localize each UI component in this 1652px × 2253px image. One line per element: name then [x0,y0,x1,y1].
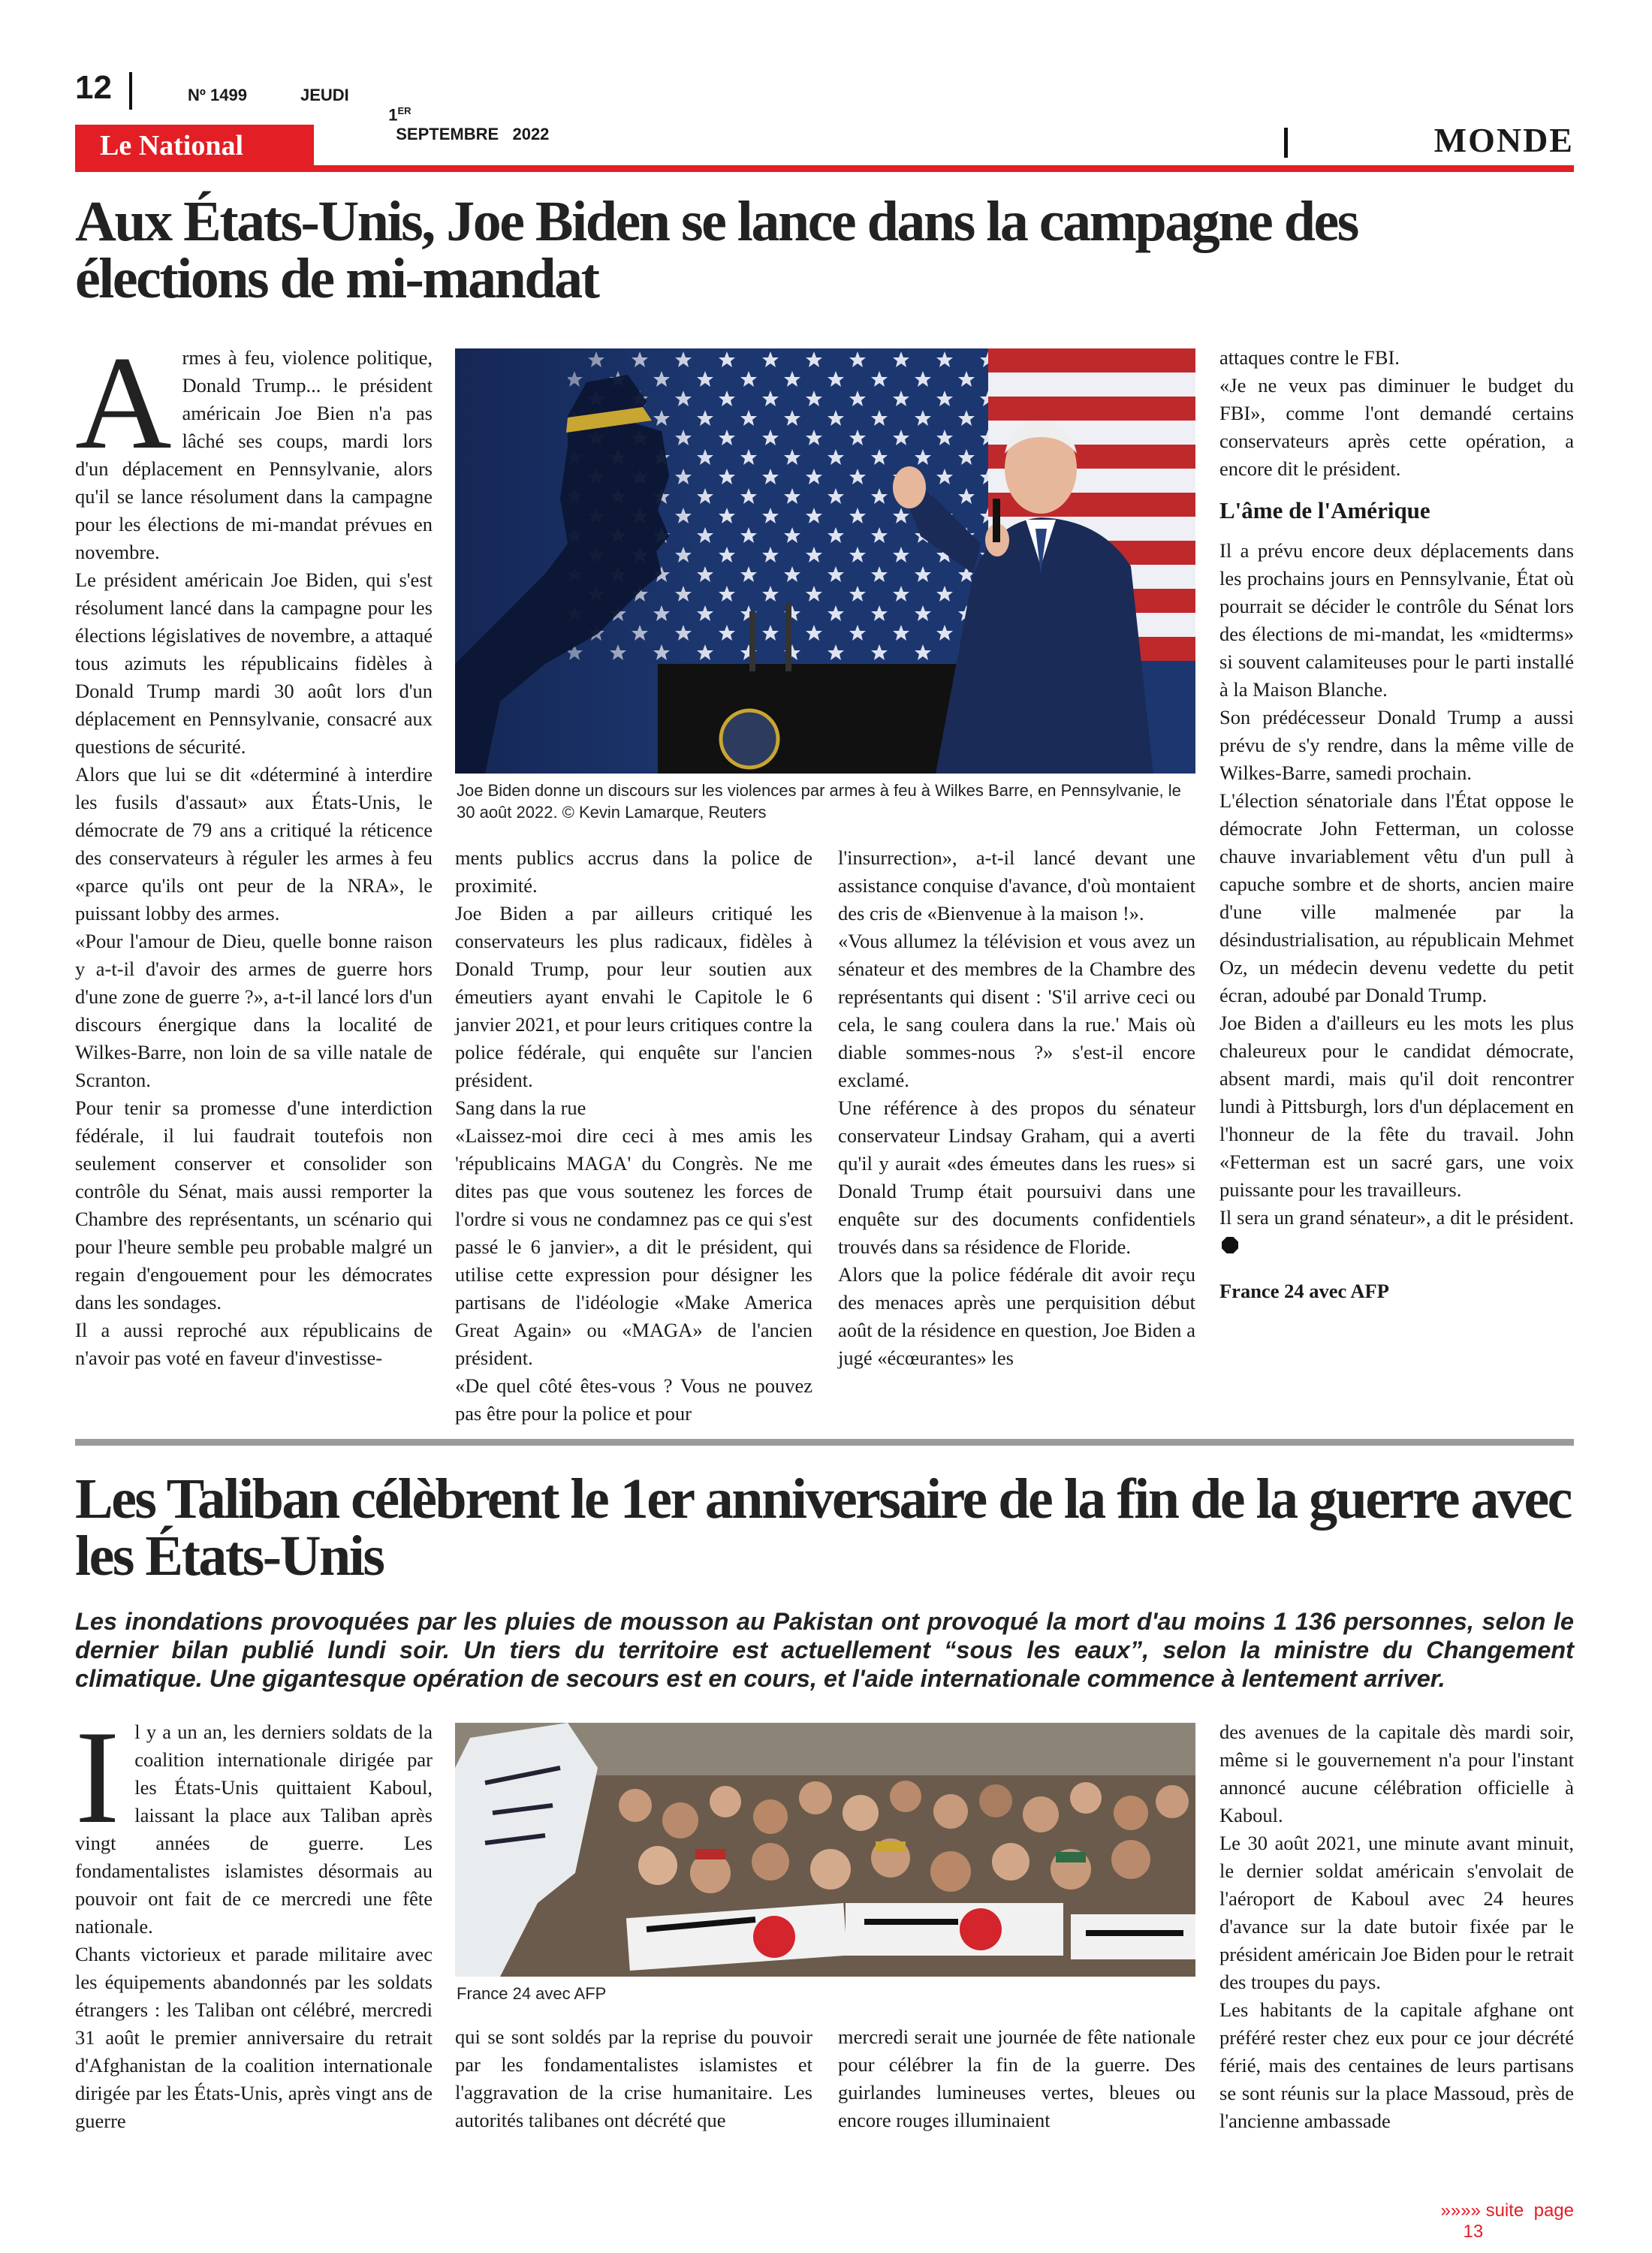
paragraph: l y a un an, les derniers soldats de la coalition internationale dirigée par les États-Unis quittaient Kaboul, laissant la place aux Taliban après vingt années de guerre. Les fondamentalistes islamistes désormais au pouvoir ont fait de ce mercredi une fête nationale. [75,1721,433,1938]
issue-day: JEUDI [300,86,349,104]
continued-on-page[interactable] [1430,2179,1574,2242]
paragraph: Alors que lui se dit «déterminé à interdire les fusils d'assaut» aux États-Unis, le démocrate de 79 ans a critiqué la réticence des conservateurs à réguler les armes à feu «parce qu'ils ont peur de la NRA», le puissant lobby des armes. [75,763,433,924]
issue-month-year: SEPTEMBRE 2022 [396,125,550,144]
biden-photo-illustration [455,348,1195,774]
paragraph: Son prédécesseur Donald Trump a aussi prévu de s'y rendre, dans la même ville de Wilkes-Barre, samedi prochain. [1219,706,1574,784]
page-number: 12 [75,69,112,106]
article2-headline: Les Taliban célèbrent le 1er anniversaire de la fin de la guerre avec les États-Unis [75,1467,1571,1588]
paragraph: l'insurrection», a-t-il lancé devant une assistance conquise d'avance, d'où montaient des cris de «Bienvenue à la maison !». [838,846,1195,924]
paragraph: Sang dans la rue [455,1096,586,1119]
biden-speech-photo [455,348,1195,774]
article1-credit: France 24 avec AFP [1219,1280,1389,1302]
page-number-separator [129,72,132,110]
article2-column-2 [455,2023,812,2163]
paragraph: Pour tenir sa promesse d'une interdiction fédérale, il lui faudrait toutefois non seulement conserver et consolider son contrôle du Sénat, mais aussi remporter la Chambre des représentants, un scénario qui pour l'heure semble peu probable malgré un regain d'engouement pour les démocrates dans les sondages. [75,1096,433,1313]
taliban-photo-illustration [455,1723,1195,1977]
continued-page-number: 13 [1463,2221,1484,2242]
paragraph: des avenues de la capitale dès mardi soir, même si le gouvernement n'a pour l'instant annoncé aucune célébration officielle à Kaboul. [1219,1721,1574,1826]
paragraph: Le président américain Joe Biden, qui s'est résolument lancé dans la campagne pour les élections législatives de novembre, a attaqué tous azimuts les républicains fidèles à Donald Trump mardi 30 août lors d'un déplacement en Pennsylvanie, consacré aux questions de sécurité. [75,569,433,758]
header-rule [75,165,1574,172]
paragraph: «De quel côté êtes-vous ? Vous ne pouvez pas être pour la police et pour [455,1374,812,1425]
section-title: MONDE [1433,121,1574,159]
publication-name: Le National [100,130,244,161]
biden-photo-caption: Joe Biden donne un discours sur les violences par armes à feu à Wilkes Barre, en Pennsylvanie, le 30 août 2022. © Kevin Lamarque, Reuters [457,781,1181,822]
issue-date-suffix: ER [397,105,411,116]
paragraph: Chants victorieux et parade militaire avec les équipements abandonnés par les soldats étrangers : les Taliban ont célébré, mercredi 31 août le premier anniversaire du retrait d'Afghanistan de la coalition internationale dirigée par les États-Unis, après vingt ans de guerre [75,1943,433,2132]
article1-column-3 [838,844,1195,1403]
article2-column-4 [1219,1718,1574,2163]
paragraph: Il a aussi reproché aux républicains de n'avoir pas voté en faveur d'investisse- [75,1319,433,1369]
article2-standfirst: Les inondations provoquées par les pluies de mousson au Pakistan ont provoqué la mort d'au moins 1 136 personnes, selon le dernier bilan publié lundi soir. Un tiers du territoire est actuellement “sous les eaux”, selon la ministre du Changement climatique. Une gigantesque opération de secours est en cours, et l'aide internationale commence à lentement arriver. [75,1608,1574,1692]
article2-dropcap: I [75,1703,120,1851]
paragraph: ments publics accrus dans la police de proximité. [455,846,812,897]
paragraph: Une référence à des propos du sénateur conservateur Lindsay Graham, qui a averti qu'il y aurait «des émeutes dans les rues» si Donald Trump était poursuivi dans une enquête sur des documents confidentiels trouvés dans sa résidence de Floride. [838,1096,1195,1258]
issue-number: Nº 1499 [188,86,247,104]
paragraph: Alors que la police fédérale dit avoir reçu des menaces après une perquisition début août de la résidence en question, Joe Biden a jugé «écœurantes» les [838,1263,1195,1369]
article1-column-4 [1219,344,1574,1403]
paragraph: L'élection sénatoriale dans l'État oppose le démocrate John Fetterman, un colosse chauve invariablement vêtu d'un pull à capuche sombre et de shorts, ancien maire d'une ville malmenée par la désindustrialisation, au républicain Mehmet Oz, un médecin devenu vedette du petit écran, adoubé par Donald Trump. [1219,789,1574,1006]
article1-column-2 [455,844,812,1425]
taliban-photo-caption: France 24 avec AFP [457,1984,607,2003]
paragraph: attaques contre le FBI. [1219,346,1400,369]
paragraph: Joe Biden a par ailleurs critiqué les conservateurs les plus radicaux, fidèles à Donald Trump, pour leur soutien aux émeutiers ayant envahi le Capitole le 6 janvier 2021, et pour leurs critiques contre la police fédérale, qui enquête sur l'ancien président. [455,902,812,1091]
paragraph: Il a prévu encore deux déplacements dans les prochains jours en Pennsylvanie, État où pourrait se décider le contrôle du Sénat lors des élections de mi-mandat, les «midterms» si souvent calamiteuses pour le parti installé à la Maison Blanche. [1219,539,1574,701]
paragraph: mercredi serait une journée de fête nationale pour célébrer la fin de la guerre. Des guirlandes lumineuses vertes, bleues ou encore rouges illuminaient [838,2025,1195,2131]
paragraph: rmes à feu, violence politique, Donald Trump... le président américain Joe Bien n'a pas lâché ses coups, mardi lors d'un déplacement en Pennsylvanie, alors qu'il se lance résolument dans la campagne pour les élections de mi-mandat prévues en novembre. [75,346,433,563]
article1-subhead: L'âme de l'Amérique [1219,497,1430,523]
article2-column-3 [838,2023,1195,2163]
paragraph: «Laissez-moi dire ceci à mes amis les 'républicains MAGA' du Congrès. Ne me dites pas que vous soutenez les forces de l'ordre si vous ne condamnez pas ce qui s'est passé le 6 janvier», a dit le président, qui utilise cette expression pour désigner les partisans de l'idéologie «Make America Great Again» ou «MAGA» de l'ancien président. [455,1124,812,1369]
paragraph: Les habitants de la capitale afghane ont préféré rester chez eux pour ce jour décrété férié, mais des centaines de leurs partisans se sont réunis sur la place Massoud, près de l'ancienne ambassade [1219,1998,1574,2132]
article2-column-1 [75,1703,433,2163]
paragraph: «Je ne veux pas diminuer le budget du FBI», comme l'ont demandé certains conservateurs après cette opération, a encore dit le président. [1219,374,1574,480]
end-mark-icon [1222,1237,1238,1253]
paragraph: «Vous allumez la télévision et vous avez un sénateur et des membres de la Chambre des représentants qui disent : 'S'il arrive ceci ou cela, le sang coulera dans la rue.' Mais où diable sommes-nous ?» s'est-il encore exclamé. [838,930,1195,1091]
article-separator [75,1439,1574,1446]
paragraph: «Pour l'amour de Dieu, quelle bonne raison y a-t-il d'avoir des armes de guerre hors d'une zone de guerre ?», a-t-il lancé lors d'un discours énergique dans la localité de Wilkes-Barre, non loin de sa ville natale de Scranton. [75,930,433,1091]
issue-date [379,86,549,144]
paragraph: Joe Biden a d'ailleurs eu les mots les plus chaleureux pour le candidat démocrate, absent mardi, mais qu'il doit rencontrer lundi à Pittsburgh, lors d'un déplacement en l'honneur de la fête du travail. John «Fetterman est un sacré gars, une voix puissante pour les travailleurs. [1219,1012,1574,1201]
paragraph: Le 30 août 2021, une minute avant minuit, le dernier soldat américain s'envolait de l'aéroport de Kaboul avec 24 heures d'avance sur la date butoir fixée par le président américain Joe Biden pour le retrait des troupes du pays. [1219,1832,1574,1993]
issue-date-number: 1 [388,105,398,125]
article1-headline: Aux États-Unis, Joe Biden se lance dans la campagne des élections de mi-mandat [75,190,1358,310]
section-separator [1284,128,1288,158]
continued-label: »»»» suite page [1440,2200,1574,2221]
article1-column-1 [75,328,433,1403]
paragraph: qui se sont soldés par la reprise du pouvoir par les fondamentalistes islamistes et l'aggravation de la crise humanitaire. Les autorités talibanes ont décrété que [455,2025,812,2131]
paragraph [1219,1204,1574,1259]
article1-dropcap: A [75,328,172,477]
taliban-celebration-photo [455,1723,1195,1977]
closing-sentence: Il sera un grand sénateur», a dit le président. [1219,1206,1574,1229]
